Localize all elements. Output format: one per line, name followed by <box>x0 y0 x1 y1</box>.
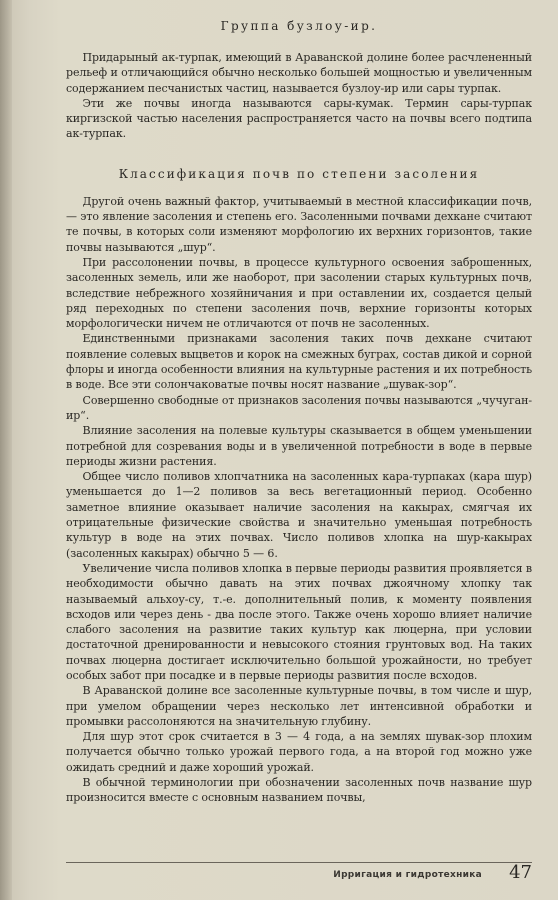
body-text <box>66 194 532 806</box>
page-number: 47 <box>509 862 532 883</box>
paragraph: Совершенно свободные от признаков засоления почвы называются „чучуган-ир“. <box>66 393 532 422</box>
intro-text <box>66 50 532 142</box>
binding-gutter <box>0 0 12 900</box>
paragraph: Придарыный ак-турпак, имеющий в Араванской долине более расчлененный рельеф и отличающийся обычно несколько большей мощностью и увеличенным содержанием песчанистых частиц, называется бузлоу-ир или сары турпак. <box>66 51 532 95</box>
paragraph: Для шур этот срок считается в 3 — 4 года, а на землях шувак-зор плохим получается обычно только урожай первого года, а на второй год можно уже ожидать средний и даже хороший урожай. <box>66 730 532 774</box>
paragraph: Влияние засоления на полевые культуры сказывается в общем уменьшении потребной для созревания воды и в увеличенной потребности в воде в первые периоды жизни растения. <box>66 424 532 468</box>
paragraph: Эти же почвы иногда называются сары-кумак. Термин сары-турпак киргизской частью населения распространяется часто на почвы всего подтипа ак-турпак. <box>66 96 532 141</box>
heading-group-buzlou-ir: Группа бузлоу-ир. <box>220 19 378 33</box>
heading-classification: Классификация почв по степени засоления <box>118 166 480 181</box>
footer-rule <box>66 862 532 863</box>
paragraph: Другой очень важный фактор, учитываемый в местной классификации почв, — это явление засоления и степень его. Засоленными почвами дехкане считают те почвы, в которых соли изменяют морфологию их верхних горизонтов, такие почвы называются „шур“. <box>66 194 533 254</box>
paragraph: Единственными признаками засоления таких почв дехкане считают появление солевых выцветов и корок на смежных буграх, состав дикой и сорной флоры и иногда особенности влияния на культурные растения и их потребность в воде. Все эти солончаковатые почвы носят название „шувак-зор“. <box>66 332 532 392</box>
page-footer <box>66 862 532 888</box>
journal-title: Ирригация и гидротехника <box>333 870 482 880</box>
paragraph: В обычной терминологии при обозначении засоленных почв название шур произносится вместе с основным названием почвы, <box>66 776 532 805</box>
paragraph: В Араванской долине все засоленные культурные почвы, в том числе и шур, при умелом обращении через несколько лет интенсивной обработки и промывки рассолоняются на значительную глубину. <box>66 684 532 728</box>
paragraph: Общее число поливов хлопчатника на засоленных кара-турпаках (кара шур) уменьшается до 1—2 поливов за весь вегетационный период. Особенно заметное влияние оказывает наличие засоления на какырах, смягчая их отрицательные физические свойства и значительно уменьшая потребность культур в воде на этих почвах. Число поливов хлопка на шур-какырах (засоленных какырах) обычно 5 — 6. <box>66 470 532 560</box>
paragraph: Увеличение числа поливов хлопка в первые периоды развития проявляется в необходимости обычно давать на этих почвах джоячному хлопку так называемый альхоу-су, т.-е. дополнительный полив, к моменту появления всходов или через день - два после этого. Также очень хорошо влияет наличие слабого засоления на развитие таких культур как люцерна, при условии достаточной дренированности и невысокого стояния грунтовых вод. На таких почвах люцерна достигает исключительно большой урожайности, но требует особых забот при посадке и в первые периоды развития после всходов. <box>66 561 532 682</box>
paragraph: При рассолонении почвы, в процессе культурного освоения заброшенных, засоленных земель, или же наоборот, при засолении старых культурных почв, вследствие небрежного хозяйничания и при оставлении их, создается целый ряд переходных по степени засоления почв, верхние горизонты которых морфологически ничем не отличаются от почв не засоленных. <box>66 255 532 331</box>
